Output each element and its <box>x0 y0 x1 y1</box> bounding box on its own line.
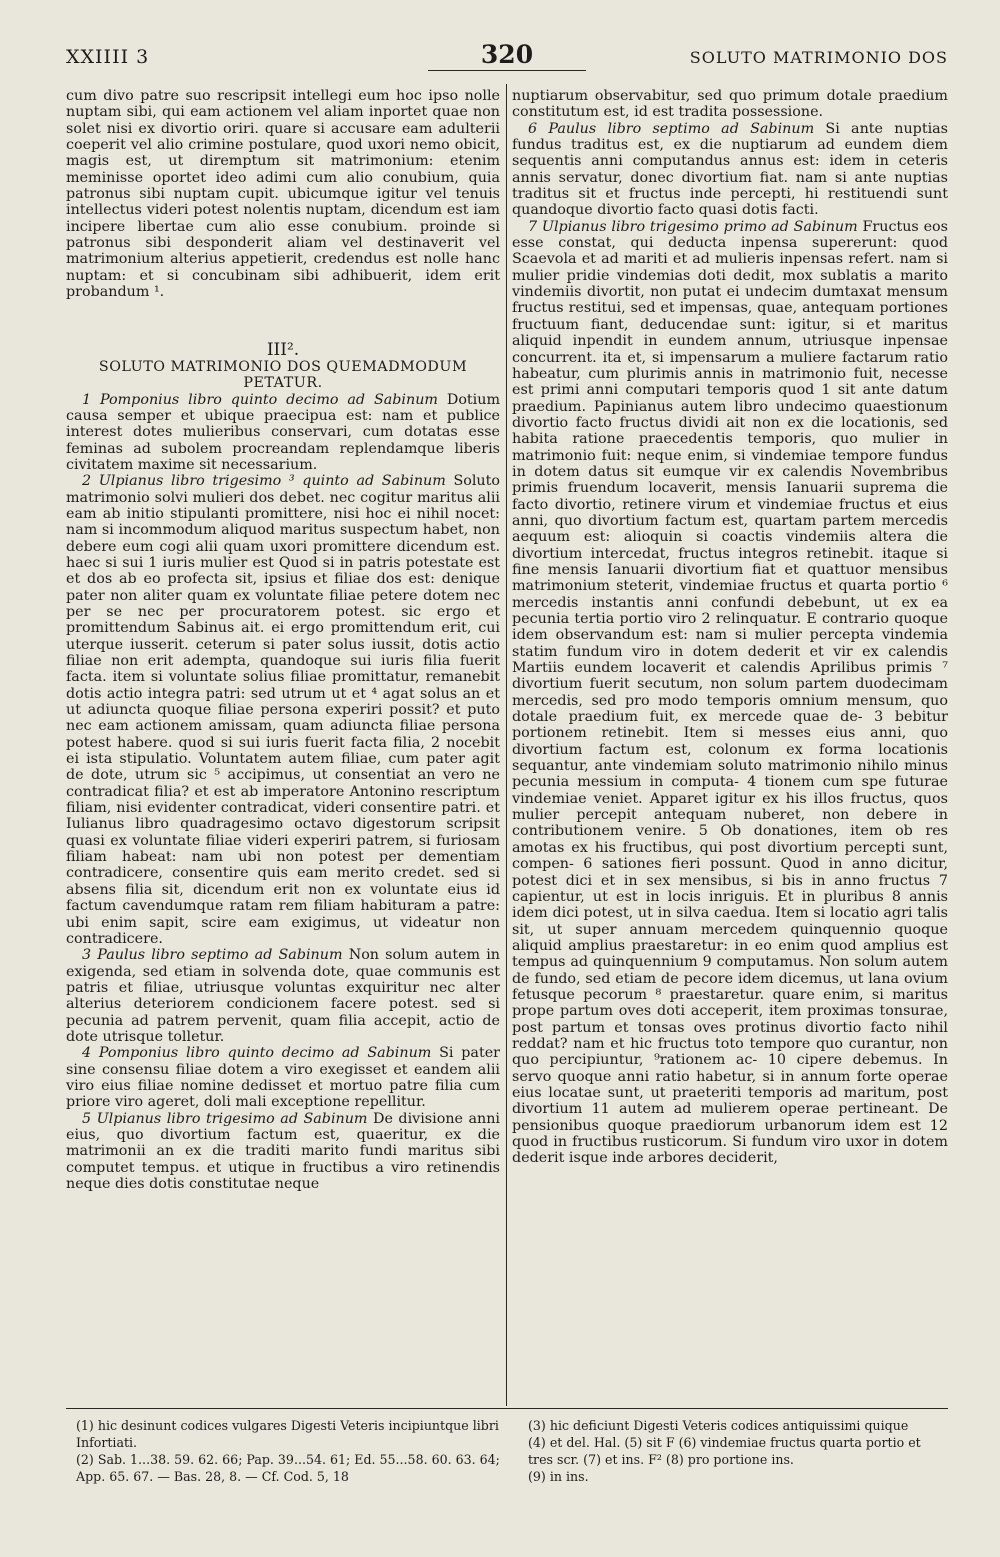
fragment-1-text: Dotium causa semper et ubique praecipua est: nam et publice interest dotes mulieribus conservari, cum dotatas esse feminas ad subolem procreandam replendamque liberis civitatem maxime sit necessarium. <box>66 391 501 473</box>
fragment-3-inscription: 3 Paulus libro septimo ad Sabinum <box>82 947 343 964</box>
right-column <box>512 88 948 1167</box>
footnotes-4-8: (4) et del. Hal. (5) sit F (6) vindemiae fructus quarta portio et tres scr. (7) et ins. F² (8) pro portione ins. <box>528 1435 921 1467</box>
fragment-7-text: Fructus eos esse constat, qui deducta inpensa supererunt: quod Scaevola et ad mariti et ad mulieris inpensas refert. nam si mulier pridie vindemias doti dedit, mox sublatis a marito vindemiis divortit, non putat ei undecim dumtaxat mensum fructus restitui, sed et impensas, quae, antequam portiones fructuum fiant, deducendae sunt: igitur, si et maritus aliquid inpendit in eundem annum, utriusque inpensae concurrent. ita et, si impensarum a muliere factarum ratio habeatur, cum plurimis annis in matrimonio fuit, necesse est primi anni computari temporis quod 1 sit ante datum praedium. Papinianus autem libro undecimo quaestionum divortio facto fructus dividi ait non ex die locationis, sed habita ratione praecedentis temporis, quo mulier in matrimonio fuit: neque enim, si vindemiae tempore fundus in dotem datus sit eumque vir ex calendis Novembribus primis fruendum locaverit, mensis Ianuarii suprema die facto divortio, retinere virum et vindemiae fructus et eius anni, quo divortium factum est, quartam partem mercedis aequum est: alioquin si coactis vindemiis altera die divortium intercedat, fructus integros retinebit. itaque si fine mensis Ianuarii divortium fiat et quattuor mensibus matrimonium steterit, vindemiae fructus et quarta portio ⁶ mercedis instantis anni confundi debebunt, ut ex ea pecunia tertia portio viro 2 relinquatur. E contrario quoque idem observandum est: nam si mulier percepta vindemia statim fundum viro in dotem dederit et vir ex calendis Martiis eundem locaverit et calendis Aprilibus primis ⁷ divortium fuerit secutum, non solum partem duodecimam mercedis, sed pro modo temporis omnium mensum, quo dotale praedium fuit, ex mercede quae de- 3 bebitur portionem retinebit. Item si messes eius anni, quo divortium factum est, colonum ex forma locationis sequantur, ante vindemiam soluto matrimonio nihilo minus pecunia messium in computa- 4 tionem cum spe futurae vindemiae veniet. Apparet igitur ex his illos fructus, quos mulier percepit antequam nuberet, non debere in contributionem venire. 5 Ob donationes, item ob res amotas ex his fructibus, qui post divortium percepti sunt, compen- 6 sationes fieri possunt. Quod in anno dicitur, potest dici et in sex mensibus, si bis in anno fructus 7 capientur, ut est in locis inriguis. Et in pluribus 8 annis idem dici potest, ut in silva caedua. Item si locatio agri talis sit, ut super annuam mercedem quinquennio quoque aliquid amplius praestaretur: in eo enim quod amplius est tempus ad quinquennium 9 computamus. Non solum autem de fundo, sed etiam de pecore idem dicemus, ut lana ovium fetusque pecorum ⁸ praestaretur. quare enim, si maritus prope partum oves doti acceperit, item proximas tonsurae, post partum et tonsas oves protinus divortio facto nihil reddat? nam et hic fructus toto tempore quo curantur, non quo percipiuntur, ⁹rationem ac- 10 cipere debemus. In servo quoque anni ratio habetur, si in annum forte operae eius locatae sunt, ut praeteriti temporis ad maritum, post divortium 11 autem ad mulierem operae pertineant. De pensionibus quoque praediorum urbanorum idem est 12 quod in fructibus rusticorum. Si fundum viro uxor in dotem dederit isque inde arbores deciderit, <box>512 218 948 1167</box>
fragment-6-inscription: 6 Paulus libro septimo ad Sabinum <box>528 120 815 137</box>
footnote-2: (2) Sab. 1...38. 59. 62. 66; Pap. 39...54. 61; Ed. 55...58. 60. 63. 64; App. 65. 67. — Bas. 28, 8. — Cf. Cod. 5, 18 <box>76 1452 500 1484</box>
footnote-rule <box>66 1408 948 1409</box>
fragment-4 <box>66 1045 500 1110</box>
fragment-7-inscription: 7 Ulpianus libro trigesimo primo ad Sabinum <box>528 218 858 235</box>
page-number: 320 <box>480 40 534 69</box>
fragment-4-inscription: 4 Pomponius libro quinto decimo ad Sabinum <box>82 1045 432 1062</box>
fragment-2-text: Soluto matrimonio solvi mulieri dos debet. nec cogitur maritus alii eam ab initio stipulanti promittere, nisi hoc ei nihil nocet: nam si incommodum aliquod maritus suspectum habet, non debere eum cogi alii quam uxori promittere dicendum est. haec si sui 1 iuris mulier est Quod si in patris potestate est et dos ab eo profecta sit, ipsius et filiae dos est: denique pater non aliter quam ex voluntate filiae petere dotem nec per se nec per procuratorem potest. sic ergo et promittendum Sabinus ait. ei ergo promittendum erit, cui uterque iusserit. ceterum si pater solus iussit, dotis actio filiae non erit adempta, quandoque sui iuris filia fuerit facta. item si voluntate solius filiae promittatur, remanebit dotis actio integra patri: sed utrum ut et ⁴ agat solus an et ut adiuncta quoque filiae persona experiri possit? et puto nec eam actionem amissam, quam adiuncta filiae persona potest habere. quod si sui iuris fuerit facta filia, 2 nocebit ei ista stipulatio. Voluntatem autem filiae, cum pater agit de dote, utrum sic ⁵ accipimus, ut consentiat an vero ne contradicat filia? et est ab imperatore Antonino rescriptum filiam, nisi evidenter contradicat, videri consentire patri. et Iulianus libro quadragesimo octavo digestorum scripsit quasi ex voluntate filiae videri experiri patrem, si furiosam filiam habeat: nam ubi non potest per dementiam contradicere, consentire quis eam merito credet. sed si absens filia sit, dicendum erit non ex voluntate eius id factum cavendumque ratam rem filiam habituram a patre: ubi enim sapit, scire eam exigimus, ut videatur non contradicere. <box>66 473 500 947</box>
footnote-3: (3) hic deficiunt Digesti Veteris codices antiquissimi quique <box>528 1418 909 1433</box>
fragment-4-text: Si pater sine consensu filiae dotem a viro exegisset et eandem alii viro eius filiae nomine dedisset et mortuo patre filia cum priore viro ageret, doli mali exceptione repellitur. <box>66 1045 500 1111</box>
footnotes-left <box>76 1417 500 1485</box>
running-head <box>66 40 948 74</box>
carryover-text: cum divo patre suo rescripsit intellegi eum hoc ipso nolle nuptam sibi, qui eam actionem vel aliam inportet quae non solet nisi ex divortio oriri. quare si accusare eam adulterii coeperit vel alio crimine postulare, quod uxori nemo obicit, magis est, ut diremptum sit matrimonium: etenim meminisse oportet ideo adimi cum alio conubium, quia patronus sibi nuptam cupit. ubicumque igitur vel tenuis intellectus videri potest nolentis nuptam, dicendum est iam incipere libertae cum alio esse conubium. proinde si patronus sibi desponderit aliam vel destinaverit vel matrimonium alterius appetierit, credendus est nolle hanc nuptam: et si concubinam sibi adhibuerit, idem erit probandum ¹. <box>66 88 500 301</box>
left-column <box>66 88 500 1192</box>
footnote-9: (9) in ins. <box>528 1469 589 1484</box>
title-number: III². <box>266 340 300 361</box>
fragment-2-inscription: 2 Ulpianus libro trigesimo ³ quinto ad Sabinum <box>82 473 446 490</box>
footnote-1: (1) hic desinunt codices vulgares Digesti Veteris incipiuntque libri Infortiati. <box>76 1418 499 1450</box>
fragment-1-inscription: 1 Pomponius libro quinto decimo ad Sabinum <box>82 391 438 408</box>
fragment-1 <box>66 392 500 474</box>
fragment-6-text: Si ante nuptias fundus traditus est, ex die nuptiarum ad eundem diem sequentis anni computandus annus est: idem in ceteris annis servatur, donec divortium fiat. nam si ante nuptias traditus sit et fructus inde percepti, hi restituendi sunt quandoque divortio facto quasi dotis facti. <box>512 120 949 219</box>
fragment-6 <box>512 121 948 219</box>
fragment-7 <box>512 219 948 1167</box>
fragment-3 <box>66 947 500 1045</box>
right-carryover-text: nuptiarum observabitur, sed quo primum dotale praedium constitutum est, id est tradita possessione. <box>512 88 948 121</box>
book-reference: XXIIII 3 <box>66 46 150 68</box>
footnotes-right <box>528 1417 948 1485</box>
fragment-2 <box>66 473 500 947</box>
title-heading: SOLUTO MATRIMONIO DOS QUEMADMODUM PETATUR. <box>98 358 468 392</box>
fragment-5-inscription: 5 Ulpianus libro trigesimo ad Sabinum <box>82 1110 368 1127</box>
fragment-5 <box>66 1111 500 1193</box>
column-divider <box>506 84 507 1406</box>
running-title: SOLUTO MATRIMONIO DOS <box>689 48 948 67</box>
header-rule <box>428 70 586 71</box>
fragment-3-text: Non solum autem in exigenda, sed etiam in solvenda dote, quae communis est patris et filiae, utriusque voluntas exquiritur nec alter alterius deteriorem condicionem facere potest. sed si pecunia ad patrem pervenit, quam filia accepit, actio de dote utrisque tolletur. <box>66 947 501 1045</box>
fragment-5-text: De divisione anni eius, quo divortium factum est, quaeritur, ex die matrimonii an ex die traditi marito fundi maritus sibi computet tempus. et utique in fructibus a viro retinendis neque dies dotis constitutae neque <box>66 1110 500 1192</box>
